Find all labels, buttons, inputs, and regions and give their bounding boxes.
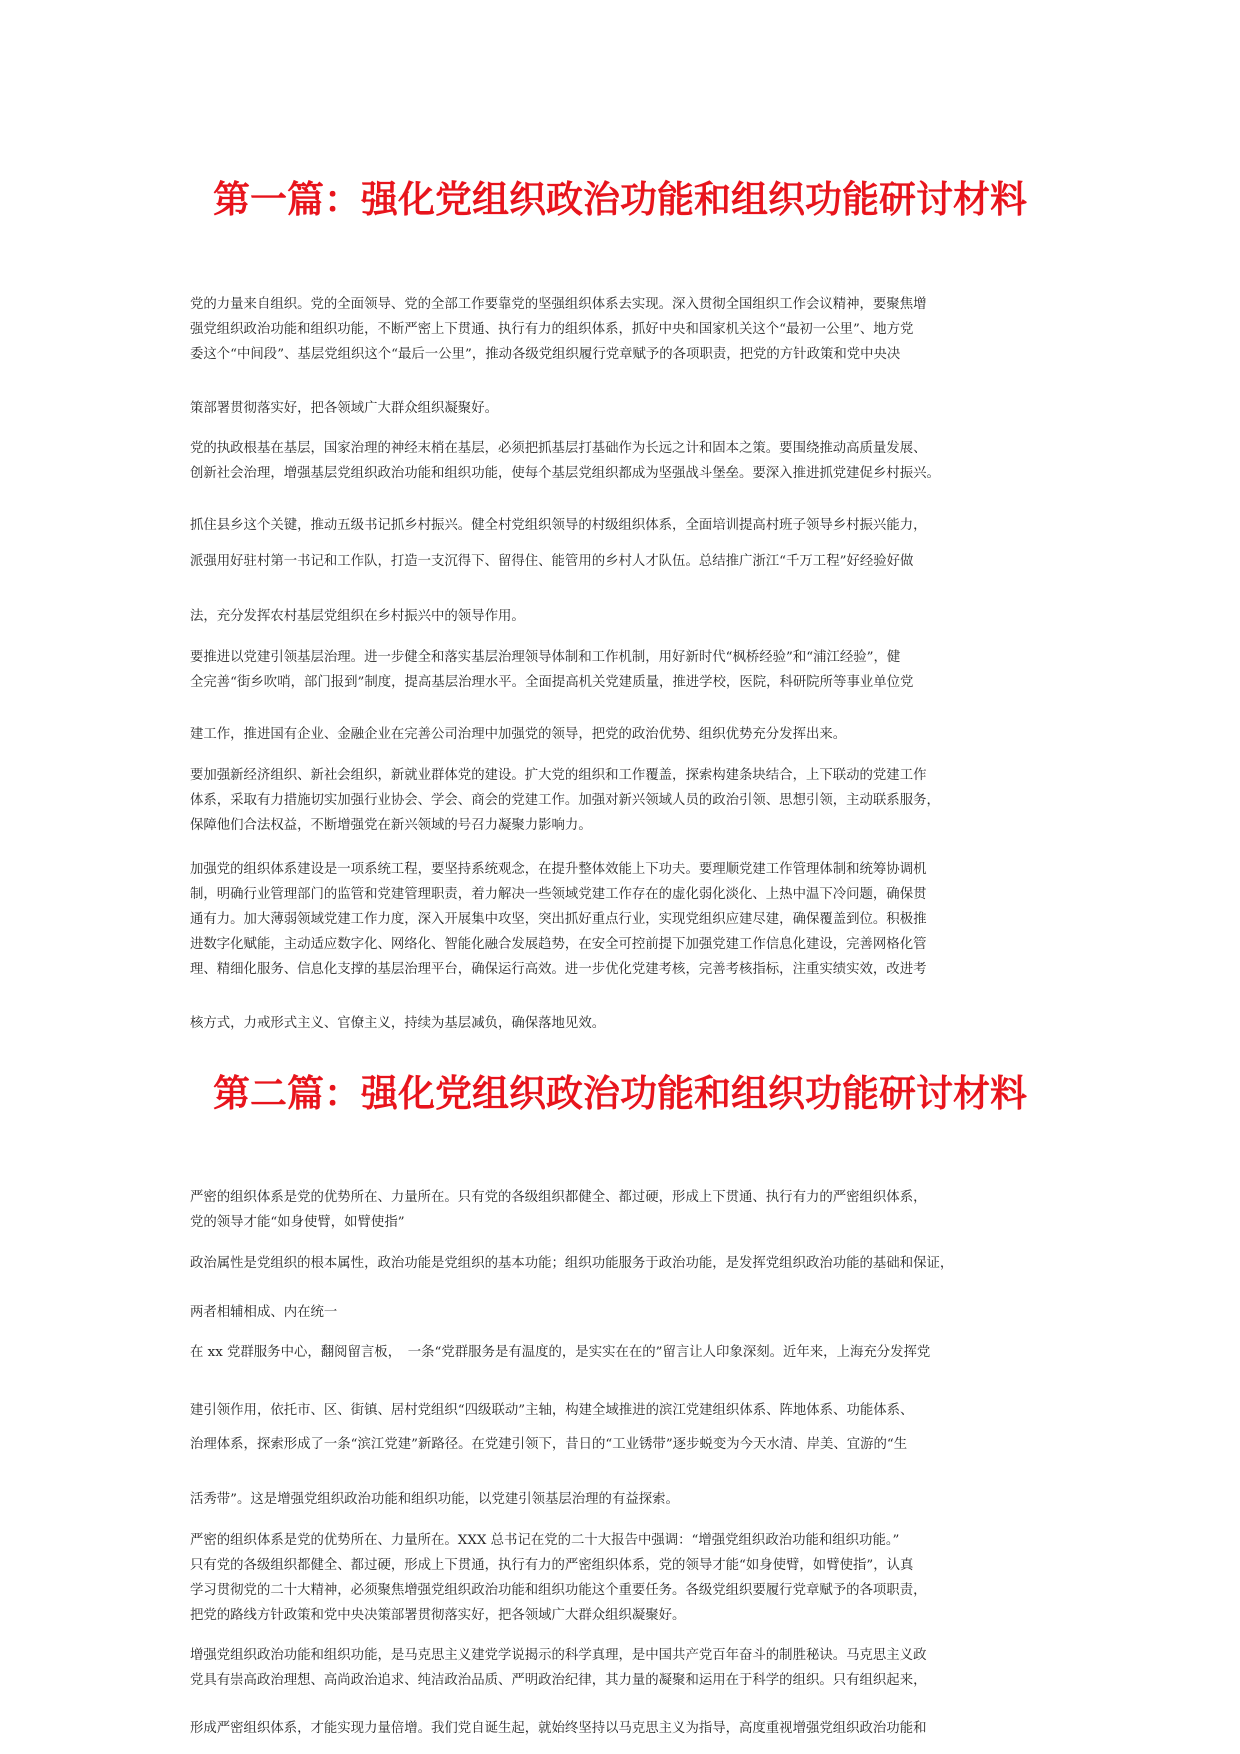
- article1-paragraph-3: [190, 436, 1060, 486]
- text-line: 委这个“中间段”、基层党组织这个“最后一公里”，推动各级党组织履行党章赋予的各项职责，把党的方针政策和党中央决: [190, 347, 901, 362]
- article2-paragraph-4: [190, 1340, 1060, 1365]
- text-line: 只有党的各级组织都健全、都过硬，形成上下贯通，执行有力的严密组织体系，党的领导才能“如身使臂，如臂使指”，认真: [190, 1558, 914, 1573]
- text-line: 党的领导才能“如身使臂，如臂使指”: [190, 1215, 405, 1230]
- text-line: 学习贯彻党的二十大精神，必须聚焦增强党组织政治功能和组织功能这个重要任务。各级党组织要履行党章赋予的各项职责，: [190, 1583, 927, 1598]
- text-line: 活秀带”。这是增强党组织政治功能和组织功能，以党建引领基层治理的有益探索。: [190, 1492, 679, 1507]
- text-line: 理、精细化服务、信息化支撑的基层治理平台，确保运行高效。进一步优化党建考核，完善考核指标，注重实绩实效，改进考: [190, 962, 927, 977]
- text-line: 政治属性是党组织的根本属性，政治功能是党组织的基本功能；组织功能服务于政治功能，是发挥党组织政治功能的基础和保证，: [190, 1256, 954, 1271]
- text-line: 把党的路线方针政策和党中央决策部署贯彻落实好，把各领域广大群众组织凝聚好。: [190, 1608, 686, 1623]
- article1-paragraph-7: [190, 645, 1060, 695]
- article2-paragraph-5: [190, 1398, 1060, 1423]
- text-line: 严密的组织体系是党的优势所在、力量所在。XXX 总书记在党的二十大报告中强调：“增强党组织政治功能和组织功能。”: [190, 1533, 900, 1548]
- text-line: 党具有崇高政治理想、高尚政治追求、纯洁政治品质、严明政治纪律，其力量的凝聚和运用在于科学的组织。只有组织起来，: [190, 1673, 927, 1688]
- text-line: 全完善“街乡吹哨，部门报到”制度，提高基层治理水平。全面提高机关党建质量，推进学校，医院，科研院所等事业单位党: [190, 675, 914, 690]
- text-line: 核方式，力戒形式主义、官僚主义，持续为基层减负，确保落地见效。: [190, 1016, 606, 1031]
- text-line: 要推进以党建引领基层治理。进一步健全和落实基层治理领导体制和工作机制，用好新时代“枫桥经验”和“浦江经验”，健: [190, 650, 901, 665]
- text-line: 创新社会治理，增强基层党组织政治功能和组织功能，使每个基层党组织都成为坚强战斗堡垒。要深入推进抓党建促乡村振兴。: [190, 466, 940, 481]
- article2-paragraph-1: [190, 1185, 1060, 1235]
- text-line: 建引领作用，依托市、区、街镇、居村党组织“四级联动”主轴，构建全域推进的滨江党建组织体系、阵地体系、功能体系、: [190, 1403, 914, 1418]
- article1-paragraph-11: [190, 1011, 1060, 1036]
- text-line: 策部署贯彻落实好，把各领域广大群众组织凝聚好。: [190, 401, 498, 416]
- text-line: 制，明确行业管理部门的监管和党建管理职责，着力解决一些领域党建工作存在的虚化弱化淡化、上热中温下冷问题，确保贯: [190, 887, 927, 902]
- article1-paragraph-2: [190, 396, 1060, 421]
- text-line: 抓住县乡这个关键，推动五级书记抓乡村振兴。健全村党组织领导的村级组织体系，全面培训提高村班子领导乡村振兴能力，: [190, 518, 927, 533]
- text-line: 增强党组织政治功能和组织功能，是马克思主义建党学说揭示的科学真理，是中国共产党百年奋斗的制胜秘诀。马克思主义政: [190, 1648, 927, 1663]
- article2-paragraph-9: [190, 1643, 1060, 1693]
- article1-title: 第一篇：强化党组织政治功能和组织功能研讨材料: [213, 177, 1027, 221]
- text-line: 党的力量来自组织。党的全面领导、党的全部工作要靠党的坚强组织体系去实现。深入贯彻全国组织工作会议精神，要聚焦增: [190, 297, 927, 312]
- text-line: 在 xx 党群服务中心，翻阅留言板， 一条“党群服务是有温度的，是实实在在的”留言让人印象深刻。近年来，上海充分发挥党: [190, 1345, 931, 1360]
- article2-paragraph-6: [190, 1432, 1060, 1457]
- article2-paragraph-3: [190, 1300, 1060, 1325]
- text-line: 保障他们合法权益，不断增强党在新兴领域的号召力凝聚力影响力。: [190, 818, 592, 833]
- text-line: 建工作，推进国有企业、金融企业在完善公司治理中加强党的领导，把党的政治优势、组织优势充分发挥出来。: [190, 727, 847, 742]
- text-line: 治理体系，探索形成了一条“滨江党建”新路径。在党建引领下，昔日的“工业锈带”逐步蜕变为今天水清、岸美、宜游的“生: [190, 1437, 908, 1452]
- article1-paragraph-8: [190, 722, 1060, 747]
- article1-paragraph-4: [190, 513, 1060, 538]
- article2-paragraph-7: [190, 1487, 1060, 1512]
- article1-paragraph-5: [190, 549, 1060, 574]
- article2-title: 第二篇：强化党组织政治功能和组织功能研讨材料: [213, 1071, 1027, 1115]
- article1-paragraph-6: [190, 604, 1060, 629]
- text-line: 加强党的组织体系建设是一项系统工程，要坚持系统观念，在提升整体效能上下功夫。要理顺党建工作管理体制和统筹协调机: [190, 862, 927, 877]
- article2-paragraph-2: [190, 1251, 1060, 1276]
- text-line: 通有力。加大薄弱领域党建工作力度，深入开展集中攻坚，突出抓好重点行业，实现党组织应建尽建，确保覆盖到位。积极推: [190, 912, 927, 927]
- article1-paragraph-1: [190, 292, 1060, 367]
- text-line: 法，充分发挥农村基层党组织在乡村振兴中的领导作用。: [190, 609, 525, 624]
- text-line: 派强用好驻村第一书记和工作队，打造一支沉得下、留得住、能管用的乡村人才队伍。总结推广浙江“千万工程”好经验好做: [190, 554, 914, 569]
- text-line: 严密的组织体系是党的优势所在、力量所在。只有党的各级组织都健全、都过硬，形成上下贯通、执行有力的严密组织体系，: [190, 1190, 927, 1205]
- article2-paragraph-10: [190, 1716, 1060, 1741]
- article1-paragraph-9: [190, 763, 1060, 838]
- text-line: 两者相辅相成、内在统一: [190, 1305, 338, 1320]
- text-line: 体系，采取有力措施切实加强行业协会、学会、商会的党建工作。加强对新兴领域人员的政治引领、思想引领，主动联系服务，: [190, 793, 940, 808]
- article1-paragraph-10: [190, 857, 1060, 982]
- text-line: 要加强新经济组织、新社会组织，新就业群体党的建设。扩大党的组织和工作覆盖，探索构建条块结合，上下联动的党建工作: [190, 768, 927, 783]
- text-line: 形成严密组织体系，才能实现力量倍增。我们党自诞生起，就始终坚持以马克思主义为指导，高度重视增强党组织政治功能和: [190, 1721, 927, 1736]
- text-line: 强党组织政治功能和组织功能，不断严密上下贯通、执行有力的组织体系，抓好中央和国家机关这个“最初一公里”、地方党: [190, 322, 914, 337]
- text-line: 党的执政根基在基层，国家治理的神经末梢在基层，必须把抓基层打基础作为长远之计和固本之策。要围绕推动高质量发展、: [190, 441, 927, 456]
- text-line: 进数字化赋能，主动适应数字化、网络化、智能化融合发展趋势，在安全可控前提下加强党建工作信息化建设，完善网格化管: [190, 937, 927, 952]
- article2-paragraph-8: [190, 1528, 1060, 1628]
